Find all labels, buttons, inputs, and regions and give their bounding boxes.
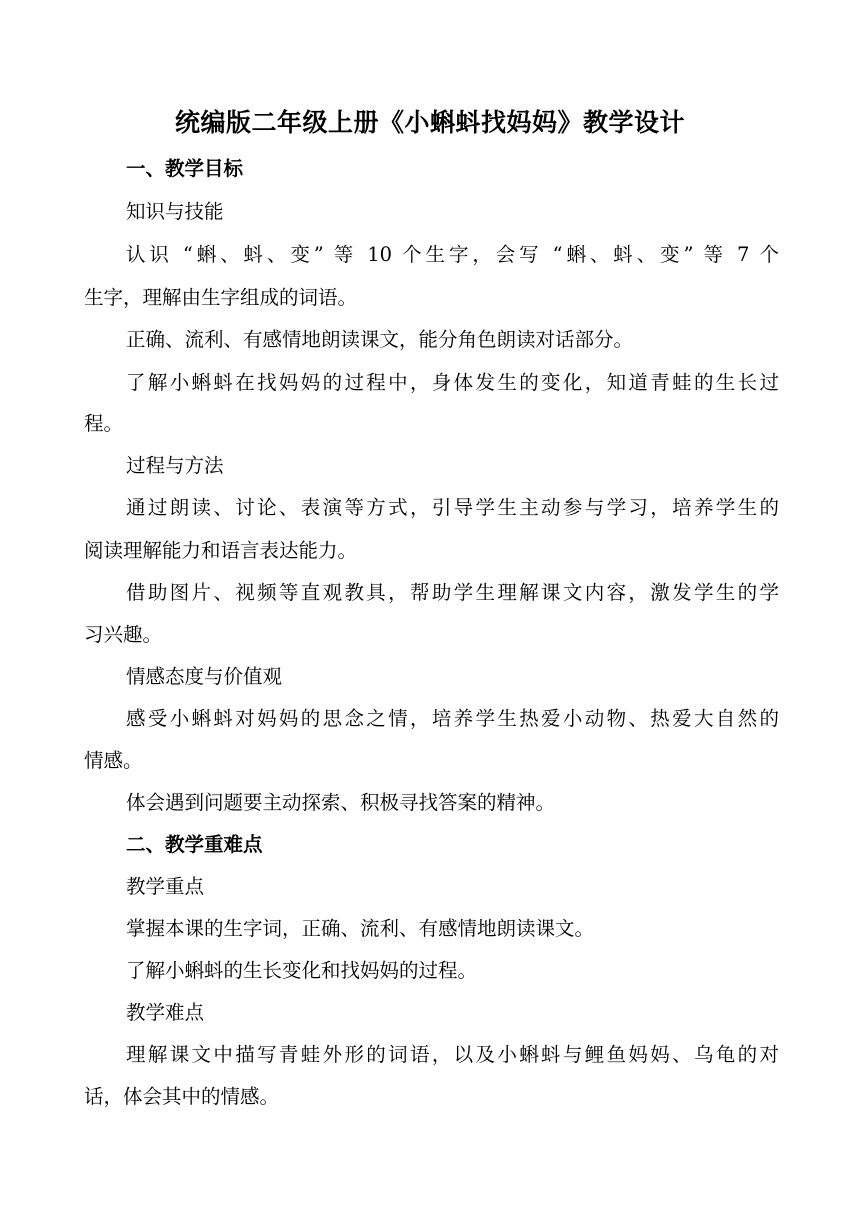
paragraph-line: 体会遇到问题要主动探索、积极寻找答案的精神。	[126, 791, 556, 814]
paragraph-line: 程。	[84, 412, 124, 435]
paragraph-line: 生字，理解由生字组成的词语。	[84, 286, 358, 309]
paragraph-line: 了解小蝌蚪的生长变化和找妈妈的过程。	[126, 959, 478, 982]
paragraph-line: 正确、流利、有感情地朗读课文，能分角色朗读对话部分。	[126, 328, 634, 351]
subheading-key-points: 教学重点	[126, 875, 205, 898]
paragraph-line: 情感。	[84, 749, 143, 772]
subheading-emotion-values: 情感态度与价值观	[126, 665, 283, 688]
paragraph-line: 理解课文中描写青蛙外形的词语，以及小蝌蚪与鲤鱼妈妈、乌龟的对	[126, 1043, 779, 1066]
subheading-difficult-points: 教学难点	[126, 1001, 205, 1024]
paragraph-line: 感受小蝌蚪对妈妈的思念之情，培养学生热爱小动物、热爱大自然的	[126, 707, 779, 730]
paragraph-line: 习兴趣。	[84, 623, 163, 646]
paragraph-line: 话，体会其中的情感。	[84, 1085, 280, 1108]
section-heading-key-difficult-points: 二、教学重难点	[126, 833, 263, 856]
section-heading-teaching-goals: 一、教学目标	[126, 157, 244, 180]
subheading-knowledge-skills: 知识与技能	[126, 200, 224, 223]
paragraph-line: 认识 “蝌、蚪、变” 等 10 个生字，会写 “蝌、蚪、变” 等 7 个	[126, 243, 779, 266]
paragraph-line: 借助图片、视频等直观教具，帮助学生理解课文内容，激发学生的学	[126, 581, 779, 604]
paragraph-line: 了解小蝌蚪在找妈妈的过程中，身体发生的变化，知道青蛙的生长过	[126, 371, 779, 394]
paragraph-line: 通过朗读、讨论、表演等方式，引导学生主动参与学习，培养学生的	[126, 496, 779, 519]
paragraph-line: 掌握本课的生字词，正确、流利、有感情地朗读课文。	[126, 917, 595, 940]
document-title: 统编版二年级上册《小蝌蚪找妈妈》教学设计	[174, 108, 685, 137]
subheading-process-methods: 过程与方法	[126, 454, 224, 477]
paragraph-line: 阅读理解能力和语言表达能力。	[84, 539, 358, 562]
